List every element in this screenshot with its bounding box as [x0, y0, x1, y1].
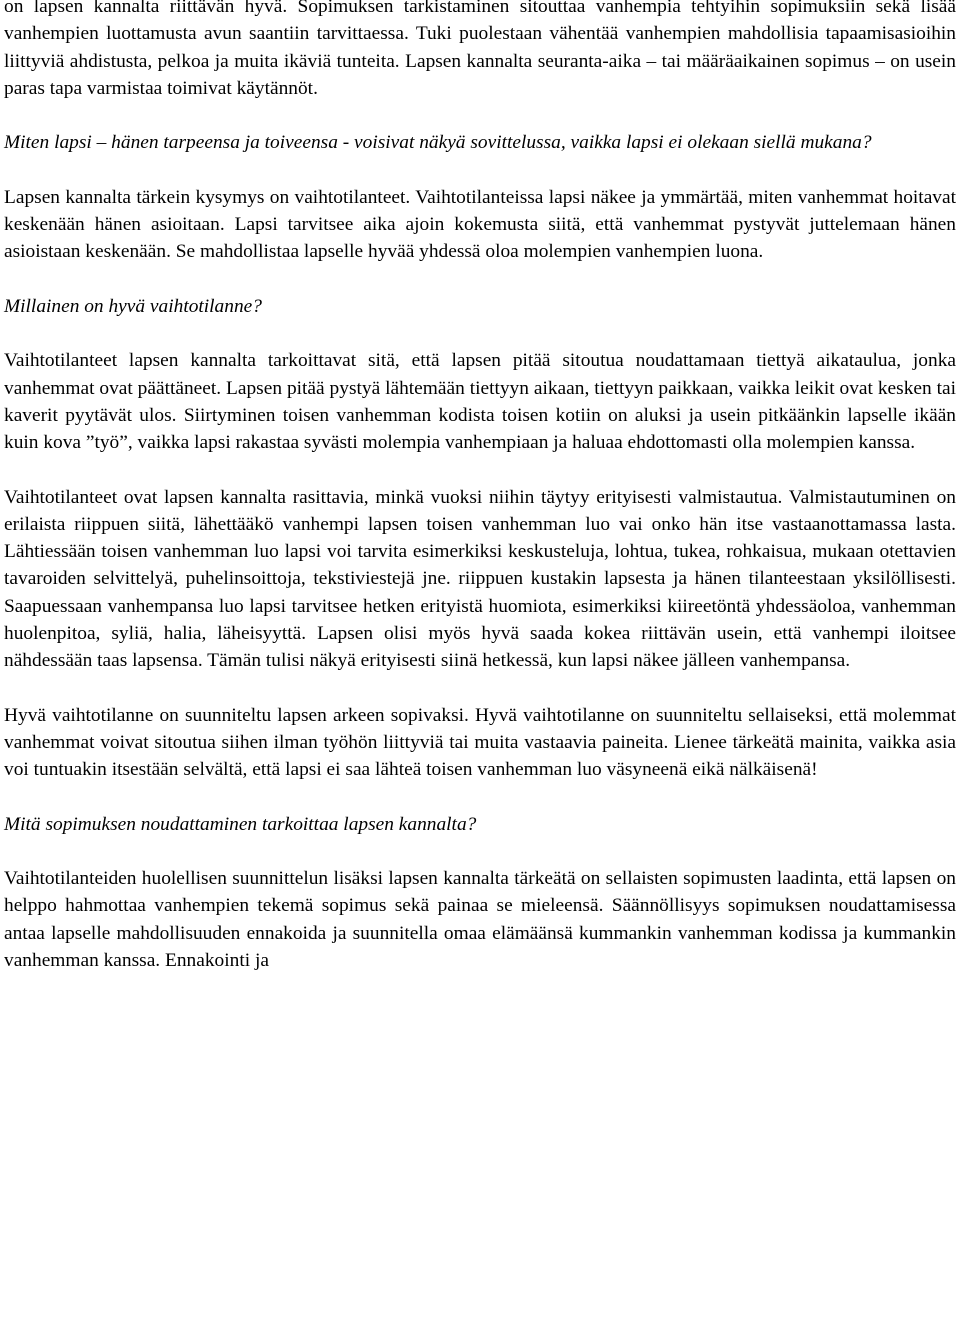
question-agreement-compliance: Mitä sopimuksen noudattaminen tarkoittaa lapsen kannalta? [4, 813, 477, 835]
spacer [4, 674, 956, 701]
spacer [4, 102, 956, 129]
paragraph-agreement-regularity: Vaihtotilanteiden huolellisen suunnittelun lisäksi lapsen kannalta tärkeätä on sellaisten sopimusten laadinta, että lapsen on helppo hahmottaa vanhempien tekemä sopimus sekä painaa se mieleensä. Säännöllisyys sopimuksen noudattamisessa antaa lapselle mahdollisuuden ennakoida ja suunnitella omaa elämäänsä kummankin vanhemman kodissa ja kummankin vanhemman kanssa. Ennakointi ja [4, 868, 956, 971]
paragraph-handover-importance: Lapsen kannalta tärkein kysymys on vaihtotilanteet. Vaihtotilanteissa lapsi näkee ja ymmärtää, miten vanhemmat hoitavat keskenään hänen asioitaan. Lapsi tarvitsee aika ajoin kokemusta siitä, että vanhemmat pystyvät juttelemaan hänen asioistaan keskenään. Se mahdollistaa lapselle hyvää yhdessä oloa molempien vanhempien luona. [4, 186, 956, 263]
question-child-needs: Miten lapsi – hänen tarpeensa ja toiveensa - voisivat näkyä sovittelussa, vaikka lapsi ei olekaan siellä mukana? [4, 132, 872, 154]
spacer [4, 320, 956, 347]
spacer [4, 157, 956, 184]
spacer [4, 456, 956, 483]
paragraph-good-handover-plan: Hyvä vaihtotilanne on suunniteltu lapsen arkeen sopivaksi. Hyvä vaihtotilanne on suunniteltu sellaiseksi, että molemmat vanhemmat voivat sitoutua siihen ilman työhön liittyviä tai muita vastaavia paineita. Lienee tärkeätä mainita, vaikka asia voi tuntuakin itsestään selvältä, että lapsi ei saa lähteä toisen vanhemman luo väsyneenä eikä nälkäisenä! [4, 704, 956, 780]
question-good-handover: Millainen on hyvä vaihtotilanne? [4, 295, 262, 317]
paragraph-handover-preparation: Vaihtotilanteet ovat lapsen kannalta rasittavia, minkä vuoksi niihin täytyy erityisesti valmistautua. Valmistautuminen on erilaista riippuen siitä, lähettääkö vanhempi lapsen toisen vanhemman luo vai onko hän itse vastaanottamassa lasta. Lähtiessään toisen vanhemman luo lapsi voi tarvita esimerkiksi keskusteluja, lohtua, tukea, rohkaisua, mukaan otettavien tavaroiden selvittelyä, puhelinsoittoja, tekstiviestejä jne. riippuen kustakin lapsesta ja hänen tilanteestaan yksilöllisesti. Saapuessaan vanhempansa luo lapsi tarvitsee hetken erityistä huomiota, esimerkiksi kiireetöntä yhdessäoloa, vanhemman huolenpitoa, syliä, halia, läheisyyttä. Lapsen olisi myös hyvä saada kokea riittävän usein, että vanhempi iloitsee nähdessään taas lapsensa. Tämän tulisi näkyä erityisesti siinä hetkessä, kun lapsi näkee jälleen vanhempansa. [4, 486, 956, 671]
spacer [4, 838, 956, 865]
paragraph-agreement-followup: on lapsen kannalta riittävän hyvä. Sopimuksen tarkistaminen sitouttaa vanhempia tehtyihin sopimuksiin sekä lisää vanhempien luottamusta avun saantiin tarvittaessa. Tuki puolestaan vähentää vanhempien mahdollisia tapaamisasioihin liittyviä ahdistusta, pelkoa ja muita ikäviä tunteita. Lapsen kannalta seuranta-aika – tai määräaikainen sopimus – on usein paras tapa varmistaa toimivat käytännöt. [4, 0, 956, 99]
paragraph-handover-meaning: Vaihtotilanteet lapsen kannalta tarkoittavat sitä, että lapsen pitää sitoutua noudattamaan tiettyä aikataulua, jonka vanhemmat ovat päättäneet. Lapsen pitää pystyä lähtemään tiettyyn aikaan, tiettyyn paikkaan, vaikka leikit ovat kesken tai kaverit pyytävät ulos. Siirtyminen toisen vanhemman kodista toisen kotiin on aluksi ja usein pitkäänkin lapselle ikään kuin kova ”työ”, vaikka lapsi rakastaa syvästi molempia vanhempiaan ja haluaa ehdottomasti olla molempien kanssa. [4, 350, 956, 453]
spacer [4, 783, 956, 810]
spacer [4, 266, 956, 293]
document-page [4, 0, 956, 974]
